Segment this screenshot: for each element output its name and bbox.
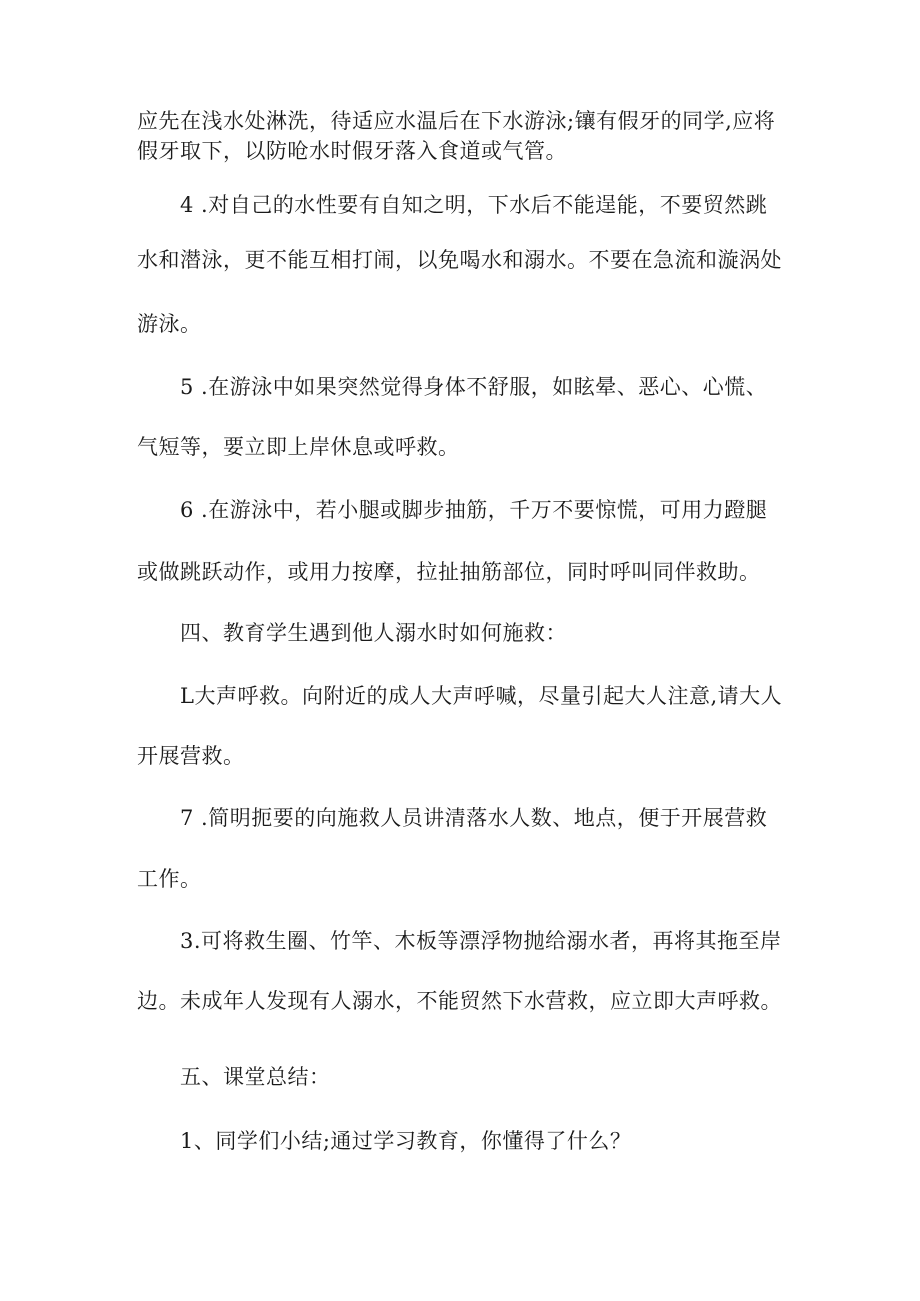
text-line: 3.可将救生圈、竹竿、木板等漂浮物抛给溺水者，再将其拖至岸 <box>180 929 782 953</box>
text-line: 6 .在游泳中，若小腿或脚步抽筋，千万不要惊慌，可用力蹬腿 <box>180 498 768 522</box>
text-line: 气短等，要立即上岸休息或呼救。 <box>137 435 460 459</box>
text-line: L大声呼救。向附近的成人大声呼喊，尽量引起大人注意,请大人 <box>180 684 783 708</box>
text-line: 水和潜泳，更不能互相打闹，以免喝水和溺水。不要在急流和漩涡处 <box>137 248 782 272</box>
section-heading: 四、教育学生遇到他人溺水时如何施救： <box>180 621 567 645</box>
text-line: 或做跳跃动作，或用力按摩，拉扯抽筋部位，同时呼叫同伴救助。 <box>137 560 761 584</box>
text-line: 假牙取下，以防呛水时假牙落入食道或气管。 <box>137 139 567 163</box>
text-line: 工作。 <box>137 867 202 891</box>
section-heading: 五、课堂总结： <box>180 1065 331 1089</box>
text-line: 应先在浅水处淋洗，待适应水温后在下水游泳;镶有假牙的同学,应将 <box>137 109 776 133</box>
text-line: 4 .对自己的水性要有自知之明，下水后不能逞能，不要贸然跳 <box>180 193 768 217</box>
text-line: 边。未成年人发现有人溺水，不能贸然下水营救，应立即大声呼救。 <box>137 989 782 1013</box>
text-line: 1、同学们小结;通过学习教育，你懂得了什么？ <box>180 1129 632 1153</box>
text-line: 游泳。 <box>137 312 202 336</box>
text-line: 开展营救。 <box>137 744 245 768</box>
text-line: 5 .在游泳中如果突然觉得身体不舒服，如眩晕、恶心、心慌、 <box>180 375 768 399</box>
text-line: 7 .简明扼要的向施救人员讲清落水人数、地点，便于开展营救 <box>180 806 768 830</box>
